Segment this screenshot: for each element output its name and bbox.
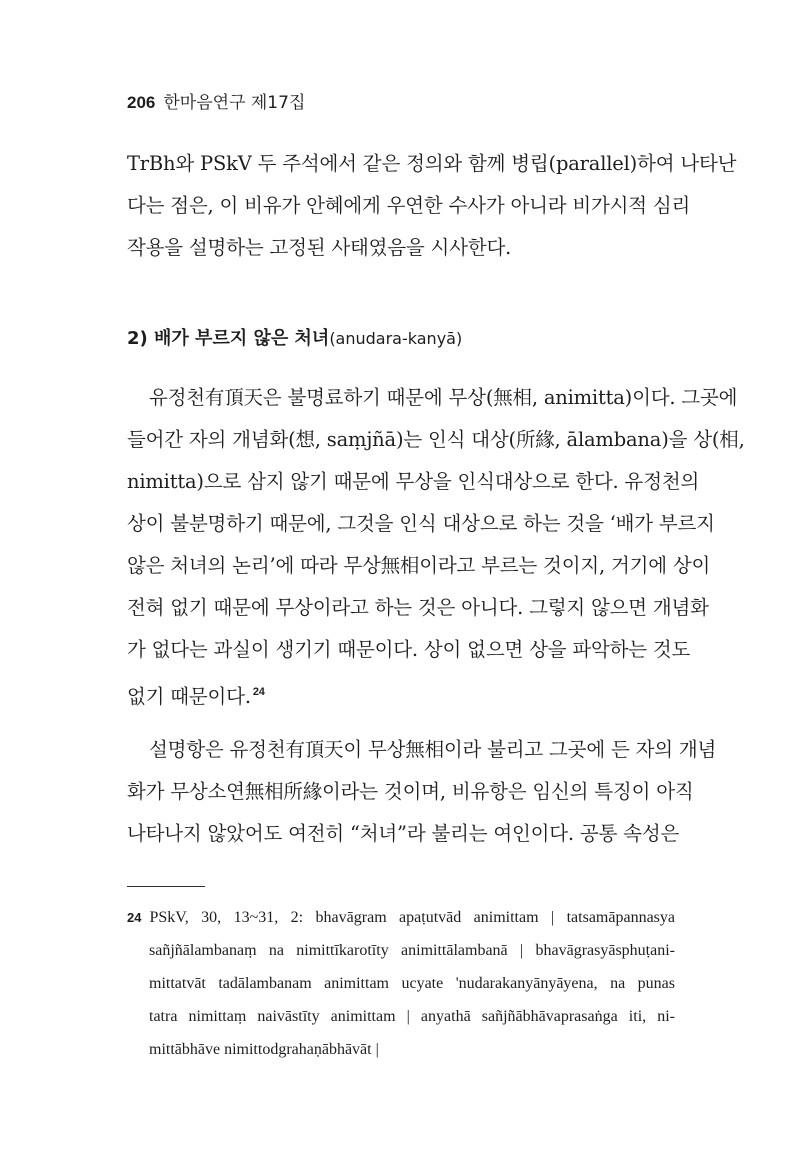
section-heading (127, 324, 462, 350)
footnote-reference[interactable]: 24 (252, 686, 265, 698)
paragraph-line-text: 없기 때문이다. (127, 685, 251, 708)
paragraph-line: 가 없다는 과실이 생기기 때문이다. 상이 없으면 상을 파악하는 것도 (127, 638, 691, 661)
paragraph-line: 다는 점은, 이 비유가 안혜에게 우연한 수사가 아니라 비가시적 심리 (127, 194, 691, 217)
paragraph-line (127, 672, 265, 712)
paragraph-line: 들어간 자의 개념화(想, saṃjñā)는 인식 대상(所緣, ālambana)을 상(相, (127, 428, 745, 451)
paragraph-line: TrBh와 PSkV 두 주석에서 같은 정의와 함께 병립(parallel)하여 나타난 (127, 152, 737, 175)
footnote-line-text: PSkV, 30, 13~31, 2: bhavāgram apaṭutvād animittam | tatsamāpannasya (149, 909, 675, 926)
paragraph-line: 상이 불분명하기 때문에, 그것을 인식 대상으로 하는 것을 ‘배가 부르지 (127, 512, 715, 535)
footnote-divider (127, 886, 205, 887)
footnote-line: tatra nimittaṃ naivāstīty animittam | anyathā sañjñābhāvaprasaṅga iti, ni- (149, 1008, 675, 1025)
footnote-number: 24 (127, 910, 142, 925)
paragraph-line: 화가 무상소연無相所緣이라는 것이며, 비유항은 임신의 특징이 아직 (127, 780, 694, 803)
paragraph-line: 나타나지 않았어도 여전히 “처녀”라 불리는 여인이다. 공통 속성은 (127, 822, 680, 845)
paragraph-3 (127, 730, 717, 856)
paragraph-2 (127, 378, 745, 708)
footnote-line: sañjñālambanaṃ na nimittīkarotīty animittālambanā | bhavāgrasyāsphuṭani- (149, 942, 675, 959)
paragraph-line: nimitta)으로 삼지 않기 때문에 무상을 인식대상으로 한다. 유정천의 (127, 470, 700, 493)
paragraph-line: 않은 처녀의 논리’에 따라 무상無相이라고 부르는 것이지, 거기에 상이 (127, 554, 711, 577)
section-heading-sanskrit: (anudara-kanyā) (329, 329, 463, 348)
paragraph-line: 전혀 없기 때문에 무상이라고 하는 것은 아니다. 그렇지 않으면 개념화 (127, 596, 709, 619)
section-heading-text: 2) 배가 부르지 않은 처녀 (127, 328, 330, 349)
paragraph-line: 유정천有頂天은 불명료하기 때문에 무상(無相, animitta)이다. 그곳에 (149, 386, 738, 409)
paragraph-line: 작용을 설명하는 고정된 사태였음을 시사한다. (127, 236, 512, 259)
footnote-line: mittatvāt tadālambanam animittam ucyate 'nudarakanyānyāyena, na punas (149, 975, 675, 992)
footnote-line (127, 902, 675, 934)
paragraph-1 (127, 144, 737, 264)
page-number: 206 (127, 93, 156, 112)
running-header (127, 88, 305, 112)
paragraph-line: 설명항은 유정천有頂天이 무상無相이라 불리고 그곳에 든 자의 개념 (149, 738, 717, 761)
footnote-24 (127, 902, 675, 1072)
journal-title: 한마음연구 제17집 (163, 93, 306, 113)
footnote-line: mittābhāve nimittodgrahaṇābhāvāt | (149, 1041, 379, 1058)
